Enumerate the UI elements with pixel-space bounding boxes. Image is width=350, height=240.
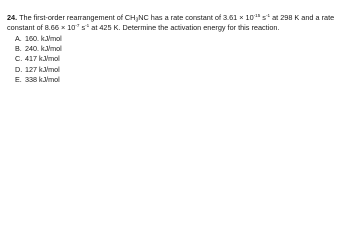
answer-choice-d[interactable] [15,65,345,75]
unit-exponent-2: -1 [85,23,90,28]
choice-letter: A. [15,34,22,43]
choice-value: 127 kJ/mol [25,64,60,74]
choice-value: 417 kJ/mol [25,54,60,64]
choice-value: 160. kJ/mol [25,34,62,43]
answer-choices [7,34,345,85]
exponent-1: -15 [253,13,261,18]
choice-value: 240. kJ/mol [25,44,62,54]
stem-text-3: s [260,13,266,22]
question-block [7,13,345,85]
stem-text-6: at 425 K. Determine the activation energy for this reaction. [89,23,280,32]
choice-letter: B. [15,44,22,54]
choice-value: 338 kJ/mol [25,74,60,84]
question-stem [7,13,345,33]
exponent-2: -7 [75,23,80,28]
answer-choice-c[interactable] [15,54,345,64]
answer-choice-e[interactable] [15,75,345,85]
unit-exponent-1: -1 [265,13,271,18]
choice-letter: C. [15,54,23,64]
stem-text-1: The first-order rearrangement of CH [19,13,136,22]
stem-text-4: at 298 K and a rate constant of 8.66 × 10 [7,13,335,32]
choice-letter: E. [15,74,22,84]
answer-choice-a[interactable] [15,34,345,44]
stem-text-5: s [79,23,86,32]
question-number: 24. [7,13,18,22]
stem-text-2: NC has a rate constant of 3.61 × 10 [138,13,254,22]
answer-choice-b[interactable] [15,44,345,54]
formula-subscript: 3 [135,17,139,24]
choice-letter: D. [15,64,23,74]
